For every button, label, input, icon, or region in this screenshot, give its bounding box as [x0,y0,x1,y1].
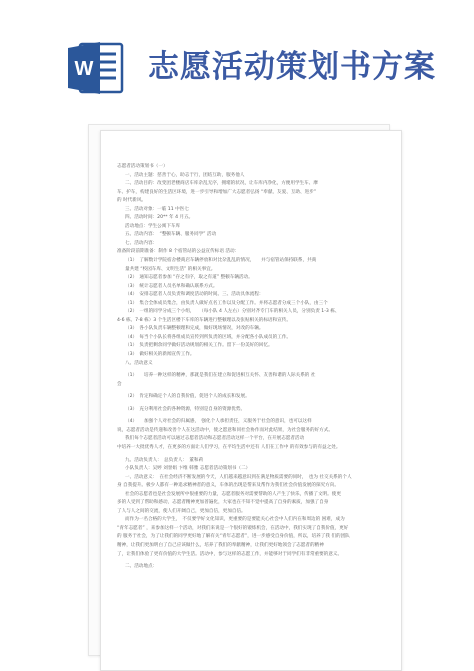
document-line: 了人与人之间的交流，使人们开阔自己，更加自信，更加自信。 [117,508,246,514]
document-line: （4） 安排志愿者人员负责和调度活动的时间。三、活动具体流程： [125,292,264,298]
document-line: （1） 了解数计学院宿舍楼商店车辆停放和对比杂乱乱的情况， 并与宿管站保持联系，共商 [125,258,317,264]
document-line: （2） 通知志愿者参加 “存之有序，取之有道” 整顿车辆活动。 [125,275,253,281]
document-line: 志愿者活动策划书（一） [117,164,168,169]
document-body [117,163,383,572]
word-document-icon [66,40,124,96]
document-line: 的 时代新风。 [117,198,147,204]
document-line: 准备阶段前期准备：制作 8 个宿管站的公益宣传标语 活动： [117,249,240,255]
document-line: （3） 各小队负责车辆整顿理和完成，做好现场情况，对改的车辆。 [125,326,264,332]
document-line: （4） 每当个小队长将各组成员宣传到所负责的区域，并分配各小队成员的工作。 [125,334,292,340]
document-line: 二、活动目的：改变团老楼商店车库杂乱无序，拥堵的状况，让车库内净化，方便用学生车、摩 [125,181,318,187]
document-line: “青年志愿者” ，来参加这样一个活动，对我们来说是一个很好的锻炼机会，在活动中，我们实现了自我价值，更好 [117,525,349,531]
document-line: 了，让我们体验了更有价值的大学生活。活动中，参与这样的志愿工作，并能够对于同学们有非常重要的意义。 [117,551,343,557]
document-line: （1） 集合全体成员集合，由负责人做好点名工作以及分配工作。并将志愿者分成三个小队，由三个 [125,300,328,306]
document-line: （3） 统计志愿者人员名单和确认联系方式。 [125,283,218,289]
document-line: 的 服务于社会，为了让我们的同学更好地了解有关“青年志愿者”，进一步感受自身价值，所以，培养了我 们的团队 [117,534,350,540]
document-page [100,130,402,671]
document-line: 社会的志愿者也是社会发展所中很重要的力量，志愿者服务对需要帮助的人产生了快乐，传播了文明。使更 [125,491,341,497]
document-line: （1） 负责把剩余同学做好活动规划的相关工作。留下一份美好的回忆。 [125,343,273,349]
document-line: 车、护车，构建良好的生活区环境，进一步引导和增加广大志愿者弘扬 “奉献、友爱、互助、进步” [117,189,317,195]
document-line: （3） 做好相关的新闻宣传工作。 [125,352,195,358]
page-title: 志愿活动策划书方案 [148,49,436,85]
document-line: 多的人受到了帮助和感动，志愿者精神更加普遍化，大家也在不知不觉中提高了自身的素质，加强了自身 [117,500,329,506]
page-header [0,0,474,112]
document-line: 活动地点：学生公寓下车库 [125,223,181,229]
document-line: 我们每个志愿者活动可以通过志愿者活动和志愿者活动这样一个平台，在开展志愿者活动 [125,436,305,442]
document-line: 中培养一大批优秀人才，在更多的方面让人们学习，在平均生活中还有 人们在工作中 的有效参与的有益之处。 [117,444,341,450]
document-line: 九、活动负责人： 总负责人： 董和莉 [125,457,204,463]
document-line: 二、活动地点： [125,564,158,570]
document-line: 会 [117,381,122,387]
document-line: （2） 一组的同学分成三个小组， （每小队 4 人左右）分别对齐专门车的相关人员，分别负责 1-3 栋、 [125,309,340,315]
document-line: （3） 充分利用社会的各种资源，特别是自身的资源优势。 [125,406,246,412]
document-line: 八、活动意义 [125,360,153,366]
document-line: 说，志愿者活动是传递和改善个人在这活动中，使之愿意和同社会协作而对此结果，为社会服务的好方式。 [117,427,333,433]
document-line: 量共建 “校园车库、文明生活” 的相关事宜。 [125,266,216,272]
document-line: 一、活动主题：慈善于心，助志于行，团结互助，服务他人 [125,172,245,178]
document-line: （4） 加强个人对社会的归属感， 强化个人承担责任，义服务于社会的意识，也可以这样 [125,419,312,425]
svg-text:W: W [74,58,94,80]
document-line: 精神，让我们更加明白了自己应该做什么，培养了我们的奉献精神，让我们更好地领会了志愿者的精神 [117,542,324,548]
document-line: （2） 肯定和确定个人的自我价值，促进个人的成长和发展。 [125,394,250,400]
document-line: 七、活动内容： [125,240,158,246]
document-line: 五、活动内容： “整顿车辆、服务同学” 活动 [125,232,217,238]
document-line: 一、活动意义： 在社会经济不断发展的今天，人们越来越意识到在满足物质需要的同时， 也为 社交关系的个人 [125,474,352,480]
document-line: 4-6 栋、7-8 栋）3 个生活区楼下车库的车辆进行整顿理以及张贴相关的标语和宣传。 [117,317,291,323]
document-line: 三、活动对象：一临 11 中医七 [125,206,189,212]
document-line: 而作为一名合格的大学生， 不仅要学好文化知识，更重要的是要能关心社会中人们内在和周边的 困难，成为 [125,517,345,523]
document-line: 身 自我提升。极少人都有一种追求精神者的意义，车体的出现是帮来及帮作为我们社会价值发展的探究方向。 [117,483,339,489]
document-line: 四、活动时间：20** 年 4 月五。 [125,215,194,221]
document-line: （1） 培养一种这样的精神，那就是我们在建立和促进相互关怀、友善和谐的人际关系的 社 [125,373,316,379]
document-line: 小队负责人：吴婷 刘誉娟 卞维 韩雅 志愿者活动策划书（二） [125,466,251,472]
